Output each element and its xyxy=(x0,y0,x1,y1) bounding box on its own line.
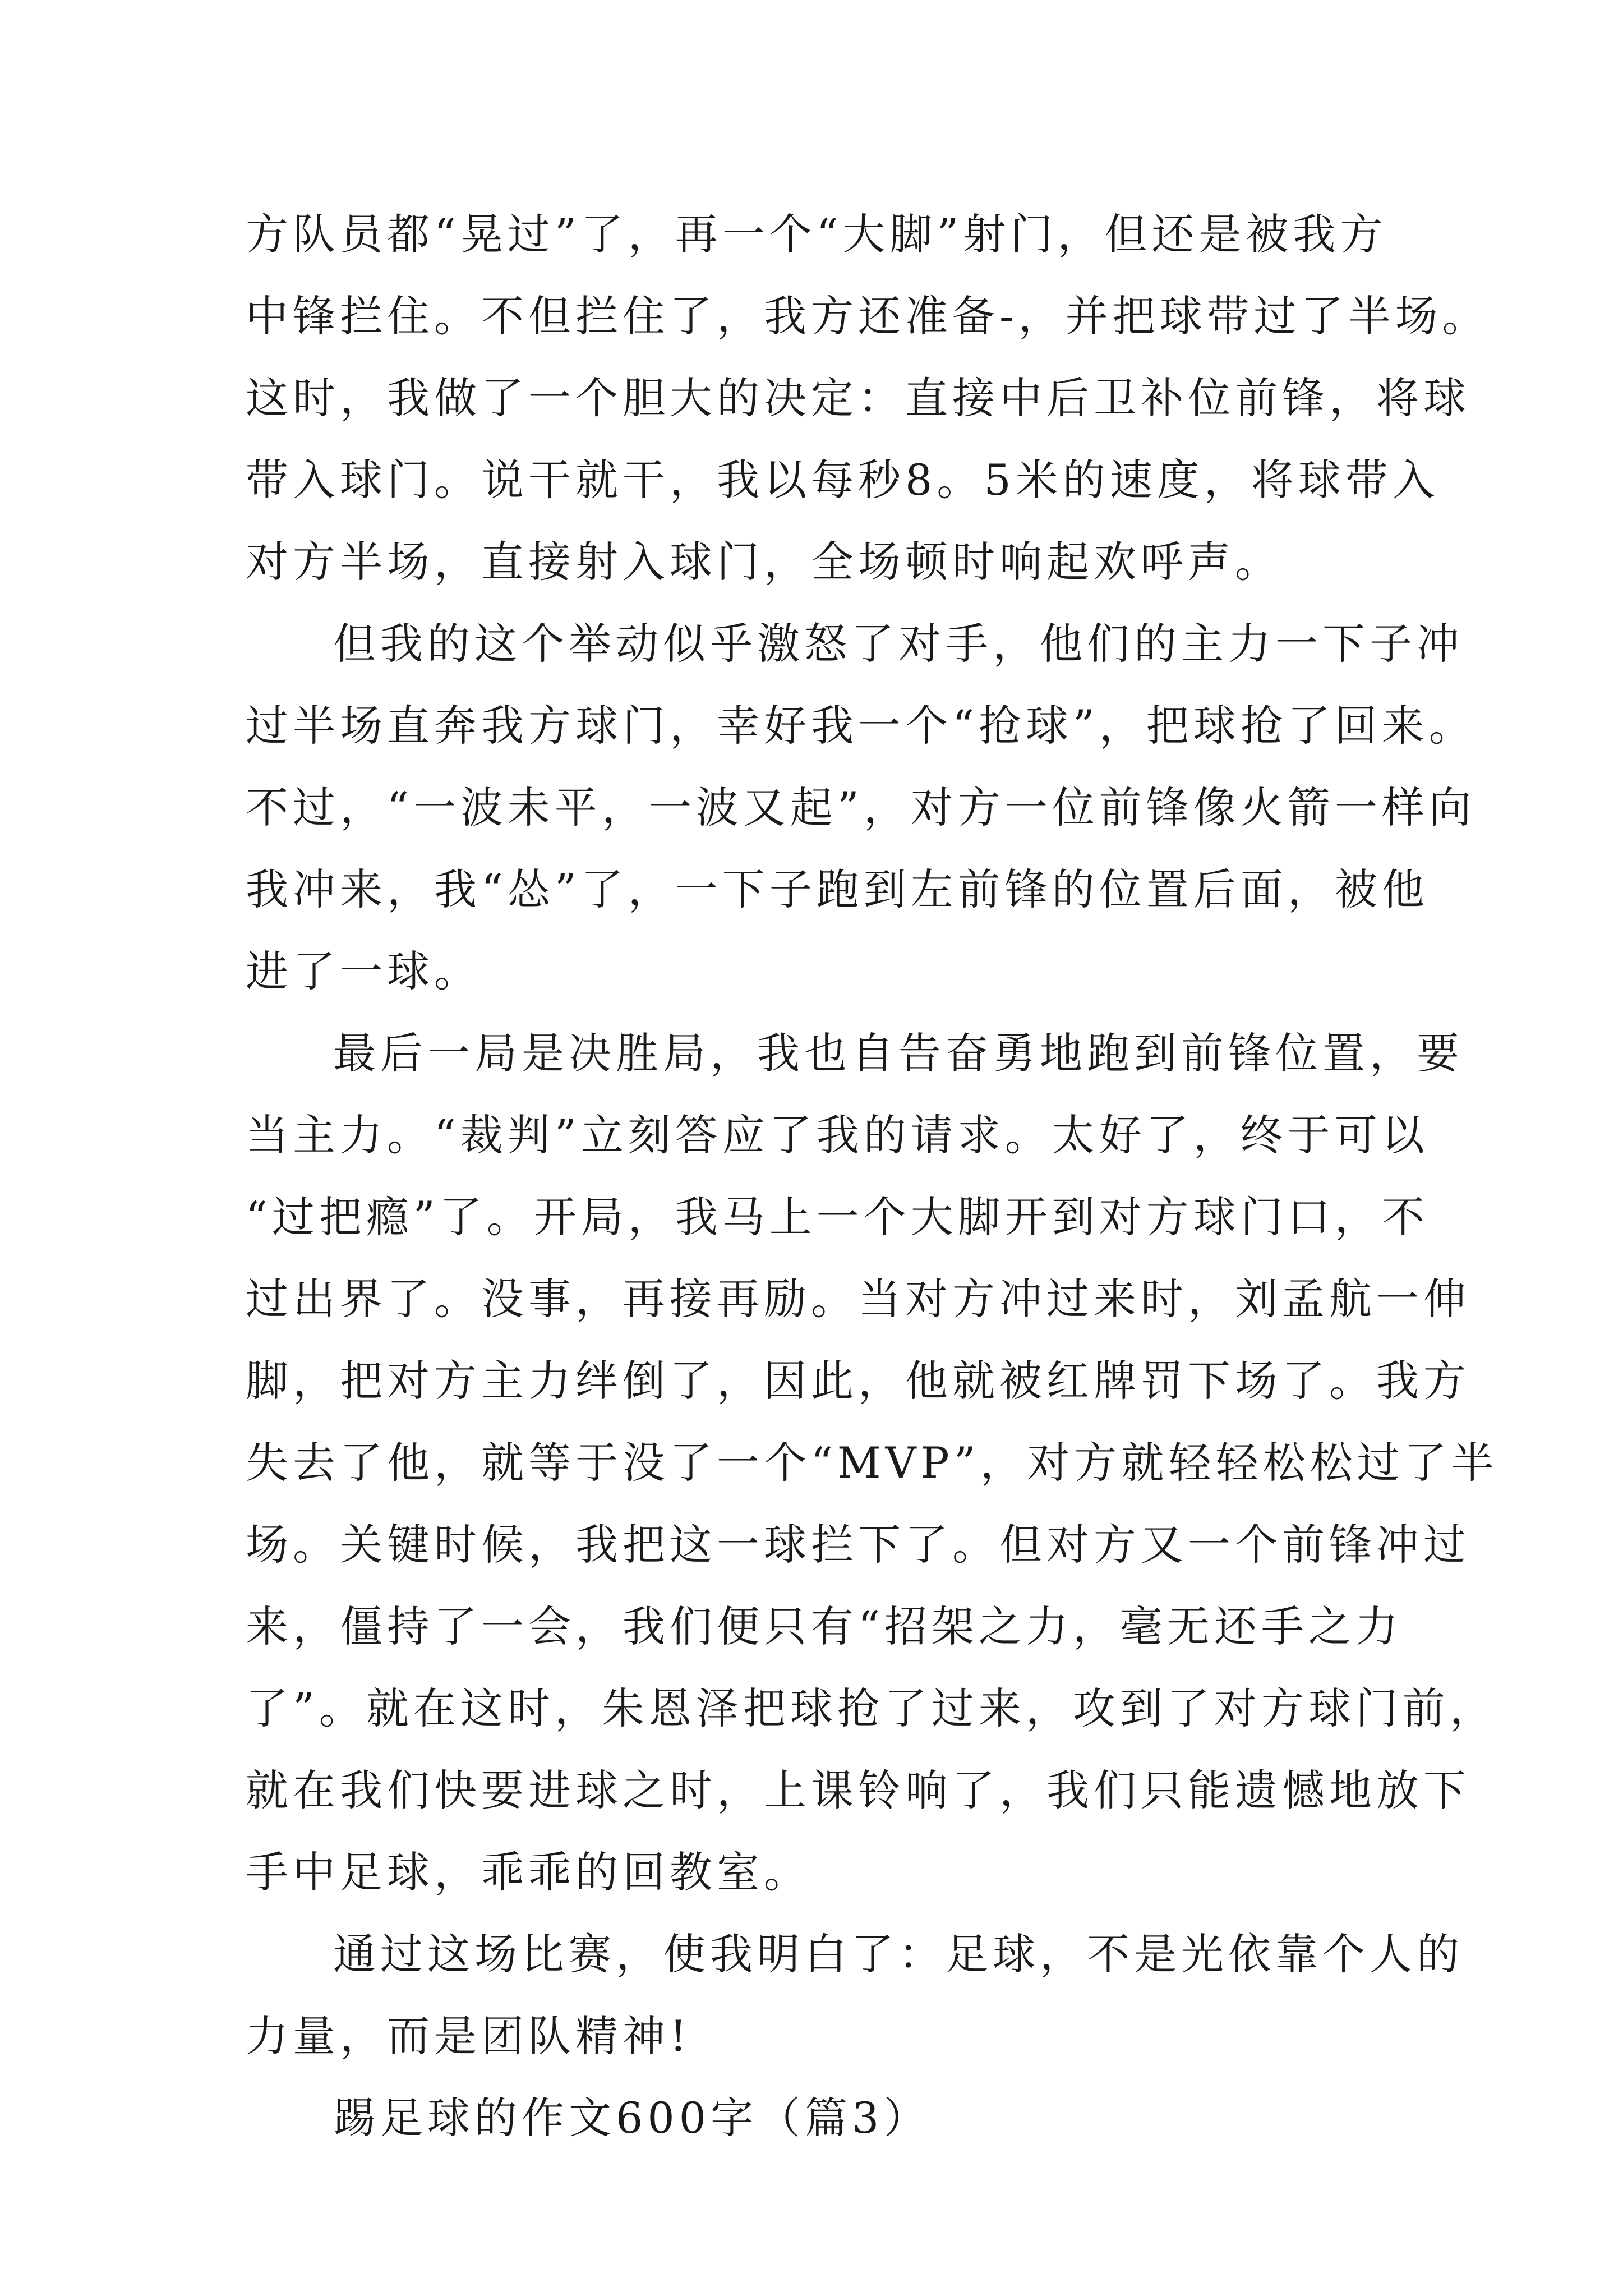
text-line: 当主力。“裁判”立刻答应了我的请求。太好了，终于可以 xyxy=(246,1110,1429,1160)
text-line: 就在我们快要进球之时，上课铃响了，我们只能遗憾地放下 xyxy=(246,1765,1470,1815)
text-line: 带入球门。说干就干，我以每秒8。5米的速度，将球带入 xyxy=(246,455,1440,505)
text-line: 方队员都“晃过”了，再一个“大脚”射门，但还是被我方 xyxy=(246,209,1387,259)
text-line: 中锋拦住。不但拦住了，我方还准备-，并把球带过了半场。 xyxy=(246,291,1490,341)
section-heading: 踢足球的作文600字（篇3） xyxy=(333,2093,931,2143)
text-line: 过出界了。没事，再接再励。当对方冲过来时，刘孟航一伸 xyxy=(246,1274,1470,1324)
text-line: “过把瘾”了。开局，我马上一个大脚开到对方球门口，不 xyxy=(246,1192,1429,1242)
paragraph-start-line: 通过这场比赛，使我明白了：足球，不是光依靠个人的 xyxy=(333,1929,1464,1979)
text-line: 过半场直奔我方球门，幸好我一个“抢球”，把球抢了回来。 xyxy=(246,701,1476,751)
text-line: 这时，我做了一个胆大的决定：直接中后卫补位前锋，将球 xyxy=(246,373,1470,423)
text-line: 失去了他，就等于没了一个“MVP”，对方就轻轻松松过了半 xyxy=(246,1438,1498,1488)
text-line: 对方半场，直接射入球门，全场顿时响起欢呼声。 xyxy=(246,537,1282,587)
text-line: 场。关键时候，我把这一球拦下了。但对方又一个前锋冲过 xyxy=(246,1520,1470,1570)
paragraph-start-line: 但我的这个举动似乎激怒了对手，他们的主力一下子冲 xyxy=(333,619,1464,669)
text-line: 不过，“一波未平，一波又起”，对方一位前锋像火箭一样向 xyxy=(246,783,1476,832)
text-line: 脚，把对方主力绊倒了，因此，他就被红牌罚下场了。我方 xyxy=(246,1356,1470,1406)
text-line: 了”。就在这时，朱恩泽把球抢了过来，攻到了对方球门前， xyxy=(246,1683,1497,1733)
paragraph-start-line: 最后一局是决胜局，我也自告奋勇地跑到前锋位置，要 xyxy=(333,1028,1464,1078)
text-line: 我冲来，我“怂”了，一下子跑到左前锋的位置后面，被他 xyxy=(246,864,1429,914)
text-line: 来，僵持了一会，我们便只有“招架之力，毫无还手之力 xyxy=(246,1602,1403,1651)
text-line: 力量，而是团队精神! xyxy=(246,2011,691,2061)
text-line: 手中足球，乖乖的回教室。 xyxy=(246,1847,811,1897)
text-line: 进了一球。 xyxy=(246,946,481,996)
